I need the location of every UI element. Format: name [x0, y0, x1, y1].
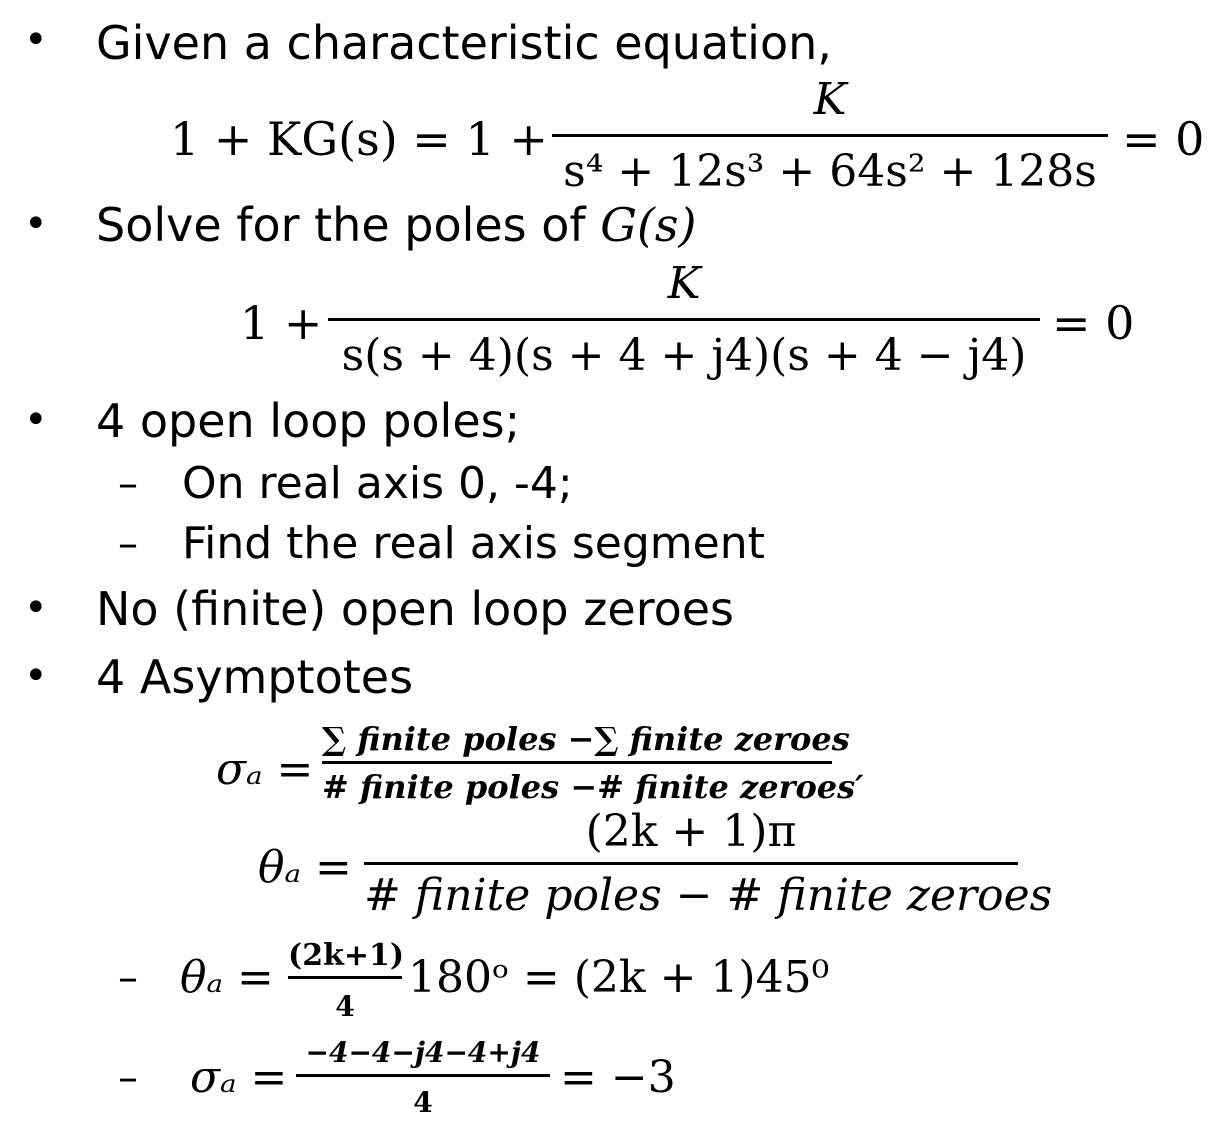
- bullet-text-no-zeroes: No (finite) open loop zeroes: [96, 582, 735, 636]
- eq6-rhs: = −3: [560, 1052, 676, 1103]
- bullet-dot: •: [24, 653, 48, 699]
- eq2-numerator: K: [667, 258, 701, 309]
- bullet-text-open-loop-poles: 4 open loop poles;: [96, 394, 521, 448]
- eq1-fraction-bar: [552, 134, 1108, 137]
- bullet-text-solve: [96, 198, 697, 252]
- bullet-text-given: Given a characteristic equation,: [96, 16, 832, 70]
- eq5-fraction-bar: [288, 976, 402, 979]
- eq6-numerator: −4−4−j4−4+j4: [305, 1036, 541, 1069]
- bullet-dot: •: [24, 397, 48, 443]
- bullet-dot: •: [24, 201, 48, 247]
- eq2-rhs: = 0: [1052, 296, 1135, 350]
- eq6-fraction-bar: [296, 1074, 550, 1077]
- eq1-denominator: s⁴ + 12s³ + 64s² + 128s: [563, 146, 1097, 197]
- eq1-numerator: K: [813, 74, 847, 125]
- eq4-numerator: (2k + 1)π: [585, 806, 797, 857]
- sub-dash: –: [118, 955, 138, 1001]
- eq2-denominator: s(s + 4)(s + 4 + j4)(s + 4 − j4): [341, 330, 1027, 381]
- solve-prefix: Solve for the poles of: [96, 198, 601, 252]
- eq2-fraction-bar: [328, 318, 1040, 321]
- eq2-lhs: 1 +: [240, 296, 323, 350]
- bullet-dot: •: [24, 17, 48, 63]
- eq4-fraction-bar: [364, 862, 1018, 865]
- sub-dash: –: [118, 521, 138, 567]
- eq5-lhs: θₐ =: [180, 952, 274, 1003]
- sub-dash: –: [118, 461, 138, 507]
- solve-math-G: G(s): [600, 198, 697, 252]
- bullet-text-asymptotes: 4 Asymptotes: [96, 650, 414, 704]
- eq1-lhs: 1 + KG(s) = 1 +: [170, 112, 548, 166]
- eq3-numerator: ∑ finite poles −∑ finite zeroes: [322, 720, 850, 758]
- eq1-rhs: = 0: [1122, 112, 1205, 166]
- eq3-denominator: # finite poles −# finite zeroes′: [322, 768, 864, 806]
- eq4-lhs: θₐ =: [258, 842, 352, 893]
- eq6-denominator: 4: [413, 1086, 433, 1119]
- bullet-dot: •: [24, 585, 48, 631]
- subtext-real-axis: On real axis 0, -4;: [182, 458, 573, 509]
- eq3-lhs: σₐ =: [216, 744, 314, 795]
- eq5-rhs: 180ᵒ = (2k + 1)45⁰: [408, 952, 830, 1003]
- sub-dash: –: [118, 1055, 138, 1101]
- eq3-fraction-bar: [322, 761, 832, 764]
- eq4-denominator: # finite poles − # finite zeroes: [364, 870, 1053, 921]
- eq5-denominator: 4: [335, 990, 355, 1023]
- equation-characteristic: [170, 112, 548, 166]
- eq5-numerator: (2k+1): [288, 938, 405, 973]
- eq6-lhs: σₐ =: [190, 1052, 288, 1103]
- subtext-real-axis-segment: Find the real axis segment: [182, 518, 765, 569]
